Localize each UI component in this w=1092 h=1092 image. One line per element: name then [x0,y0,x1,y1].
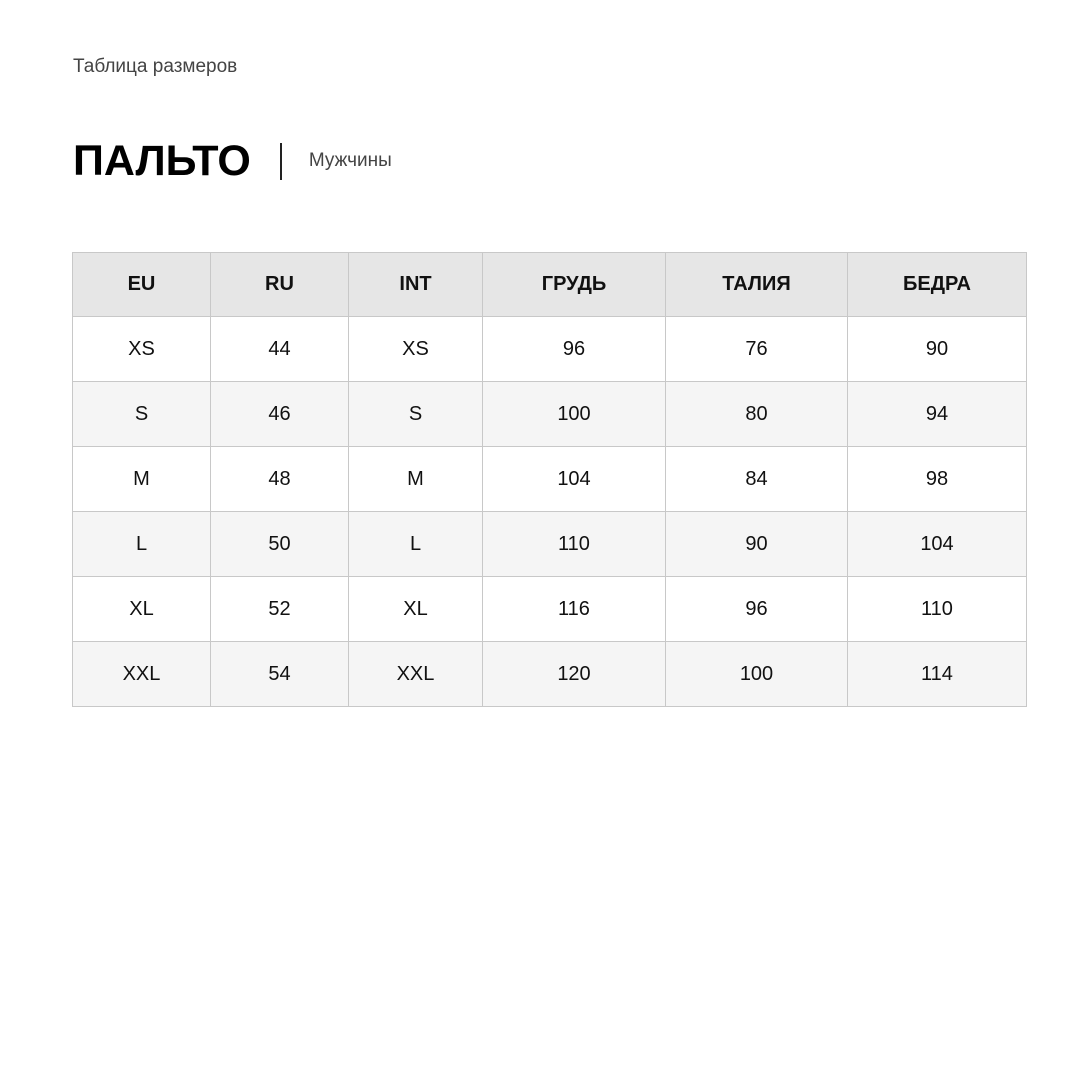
cell-chest: 96 [483,317,666,382]
cell-hips: 94 [848,382,1027,447]
title-row [73,136,392,186]
table-row [73,577,1027,642]
cell-int: XL [349,577,483,642]
cell-hips: 90 [848,317,1027,382]
column-header-int: INT [349,253,483,317]
cell-chest: 100 [483,382,666,447]
table-row [73,642,1027,707]
cell-ru: 50 [211,512,349,577]
table-row [73,512,1027,577]
column-header-waist: ТАЛИЯ [666,253,848,317]
cell-eu: XS [73,317,211,382]
cell-hips: 114 [848,642,1027,707]
cell-hips: 98 [848,447,1027,512]
cell-waist: 84 [666,447,848,512]
cell-int: M [349,447,483,512]
cell-ru: 46 [211,382,349,447]
category-label: Мужчины [308,150,392,171]
cell-ru: 48 [211,447,349,512]
cell-int: XXL [349,642,483,707]
cell-int: L [349,512,483,577]
page-subtitle: Таблица размеров [73,56,238,77]
cell-chest: 120 [483,642,666,707]
column-header-eu: EU [73,253,211,317]
table-row [73,382,1027,447]
cell-hips: 104 [848,512,1027,577]
cell-waist: 100 [666,642,848,707]
cell-waist: 80 [666,382,848,447]
size-table [72,252,1027,707]
cell-chest: 116 [483,577,666,642]
cell-eu: S [73,382,211,447]
cell-ru: 54 [211,642,349,707]
cell-hips: 110 [848,577,1027,642]
table-row [73,317,1027,382]
cell-waist: 76 [666,317,848,382]
column-header-ru: RU [211,253,349,317]
cell-eu: L [73,512,211,577]
cell-chest: 104 [483,447,666,512]
cell-waist: 90 [666,512,848,577]
page-title: ПАЛЬТО [73,137,251,185]
cell-int: S [349,382,483,447]
cell-ru: 52 [211,577,349,642]
cell-chest: 110 [483,512,666,577]
cell-eu: XXL [73,642,211,707]
cell-eu: M [73,447,211,512]
column-header-hips: БЕДРА [848,253,1027,317]
cell-int: XS [349,317,483,382]
column-header-chest: ГРУДЬ [483,253,666,317]
title-divider [280,143,282,180]
cell-waist: 96 [666,577,848,642]
cell-ru: 44 [211,317,349,382]
table-header-row [73,253,1027,317]
cell-eu: XL [73,577,211,642]
table-row [73,447,1027,512]
